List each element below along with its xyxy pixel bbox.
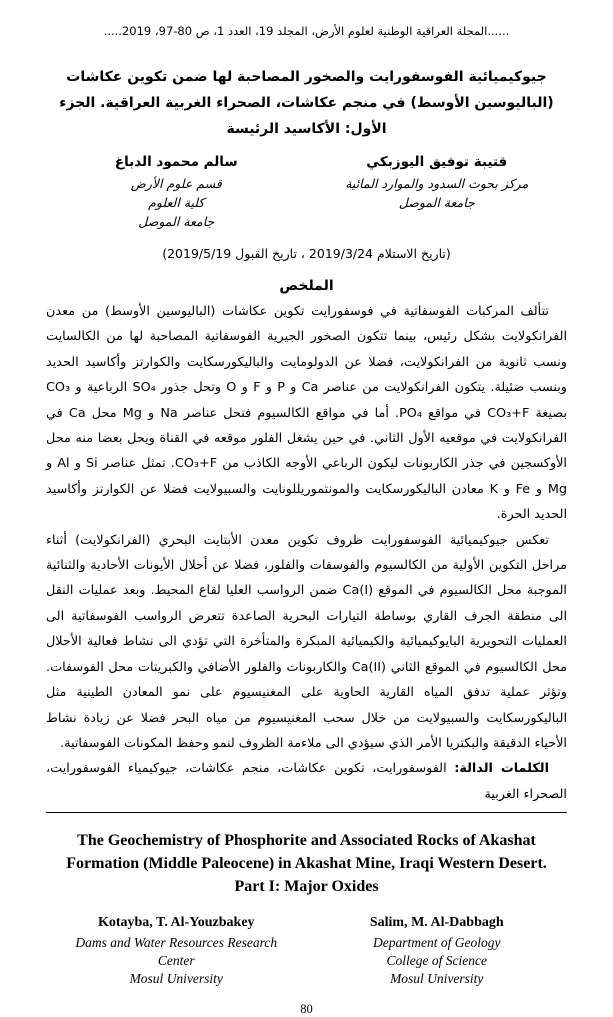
author-name: Salim, M. Al-Dabbagh <box>369 915 504 931</box>
keywords-text: الفوسفورايت، تكوين عكاشات، منجم عكاشات، جيوكيمياء الفوسفورايت، الصحراء الغربية <box>46 761 567 802</box>
abstract-heading: الملخص <box>279 278 334 294</box>
author-affiliation <box>307 174 568 212</box>
abstract-paragraph-1: تتألف المركبات الفوسفاتية في فوسفورايت تكوين عكاشات (الباليوسين الأوسط) من معدن الفرانكولايت بشكل رئيس، بينما تتكون الصخور الجيرية الفوسفاتية المصاحبة لها من الكالسايت ونسب ثانوية من الفرانكولايت، فضلا عن الدولومايت والباليكورسكايت والكوارتز وأكاسيد الحديد وبنسب ضئيلة. يتكون الفرانكولايت من عناصر Ca و P و F و O وتحل جذور SO₄ الرباعية و CO₃ بصيغة CO₃+F‎ في مواقع PO₄. أما في مواقع الكالسيوم فتحل عناصر Na و Mg محل Ca في الفرانكولايت في موقعيه الأول الثاني. في حين يشغل الفلور موقعه في القناة ويحل بعضا منه محل الأوكسجين في جذر الكاربونات ليكون الرباعي الأوجه الكاذب من CO₃+F‎. تمثل عناصر Si و Al و Mg و Fe و K معادن الباليكورسكايت والمونتموريللونايت والسبيولايت فضلا عن الكوارتز وأكاسيد الحديد الحرة. <box>46 304 568 523</box>
arabic-author-2 <box>46 154 307 231</box>
keywords-label: الكلمات الدالة: <box>454 761 549 777</box>
author-name: Kotayba, T. Al-Youzbakey <box>97 915 255 931</box>
arabic-author-1 <box>307 154 568 231</box>
keywords-line <box>46 756 567 807</box>
english-author-2 <box>307 915 568 988</box>
arabic-authors-row <box>46 154 567 231</box>
author-name: قتيبة توفيق اليوزبكي <box>366 154 508 170</box>
affiliation-line: Mosul University <box>390 971 484 987</box>
affiliation-line: جامعة الموصل <box>138 214 215 229</box>
affiliation-line: Department of Geology <box>373 935 501 951</box>
journal-header: ......المجلة العراقية الوطنية لعلوم الأرض، المجلد 19، العدد 1، ص 80-97، 2019..... <box>103 24 510 38</box>
abstract-paragraph-2: تعكس جيوكيميائية الفوسفورايت ظروف تكوين معدن الأبتايت البحري (الفرانكولايت) أثناء مراحل التكوين الأولية من الكالسيوم والفوسفات والفلور، فضلا عن أحلال الأيونات الأحادية والثنائية الموجبة محل الكالسيوم في الموقع Ca(I)‎ ضمن الرواسب العليا لقاع المحيط. وبعد عمليات النقل الى منطقة الجرف القاري بوساطة التيارات البحرية الصاعدة تتعرض الرواسب الفوسفاتية الى العمليات التحويرية البايوكيميائية والكيميائية المبكرة والمتأخرة التي تؤدي الى نشاط فعالية الأحلال محل الكالسيوم في الموقع الثاني Ca(II)‎ والكاربونات والفلور الأضافي والكبريتات محل الفوسفات. وتؤثر عملية تدفق المياه القارية الحاوية على المغنيسيوم على نمو المعادن الطينية مثل الباليكورسكايت والسبيولايت من خلال سحب المغنيسيوم من مياه البحر فضلا عن زيادة نشاط الأحياء الدقيقة والبكتريا الأمر الذي سيؤدي الى ملاءمة الظروف لنمو وحفظ المكونات الفوسفاتية. <box>46 532 567 751</box>
affiliation-line: مركز بحوث السدود والموارد المائية <box>345 176 529 191</box>
english-authors-row <box>46 915 567 988</box>
section-divider <box>46 812 567 813</box>
author-affiliation <box>59 934 294 988</box>
abstract-section <box>46 299 567 807</box>
affiliation-line: Dams and Water Resources Research Center <box>75 935 278 969</box>
affiliation-line: قسم علوم الأرض <box>130 176 222 191</box>
affiliation-line: كلية العلوم <box>148 195 205 210</box>
received-accepted-dates: (تاريخ الاستلام 2019/3/24 ، تاريخ القبول 2019/5/19) <box>162 246 451 261</box>
author-affiliation <box>319 934 554 988</box>
author-affiliation <box>46 174 307 231</box>
affiliation-line: Mosul University <box>129 971 223 987</box>
english-author-1 <box>46 915 307 988</box>
english-title: The Geochemistry of Phosphorite and Associated Rocks of Akashat Formation (Middle Paleocene) in Akashat Mine, Iraqi Western Desert. Part I: Major Oxides <box>66 832 547 896</box>
page-number: 80 <box>300 1002 313 1017</box>
author-name: سالم محمود الدباغ <box>114 154 238 170</box>
affiliation-line: College of Science <box>386 953 487 969</box>
affiliation-line: جامعة الموصل <box>398 195 475 210</box>
arabic-title: جيوكيميائية الفوسفورايت والصخور المصاحبة لها ضمن تكوين عكاشات (الباليوسين الأوسط) في منجم عكاشات، الصحراء الغربية العراقية. الجزء الأول: الأكاسيد الرئيسة <box>59 69 554 137</box>
